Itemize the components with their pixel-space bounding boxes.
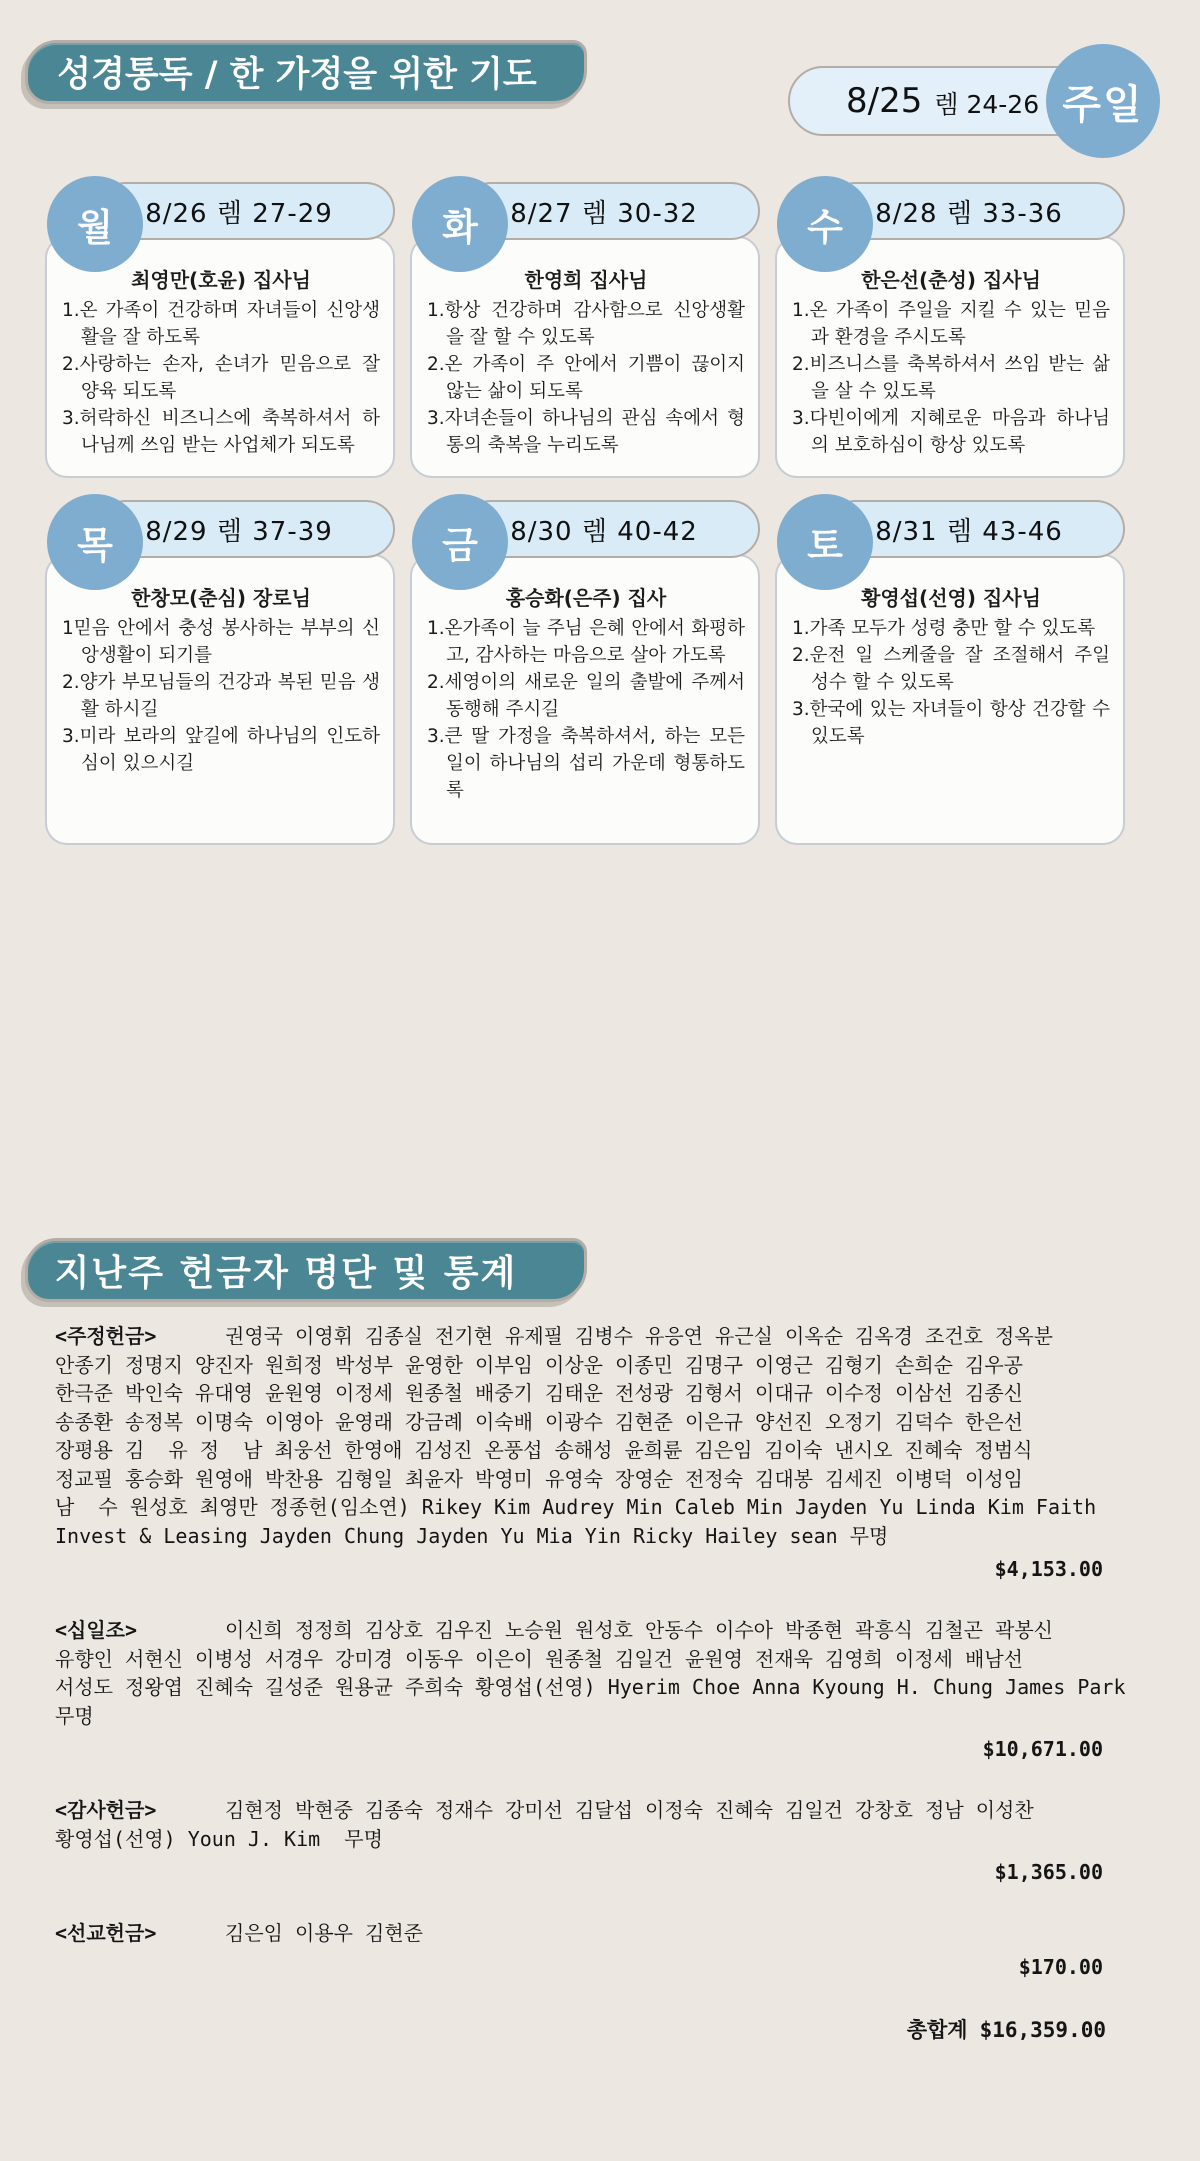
prayer-item: 1.가족 모두가 성령 충만 할 수 있도록 bbox=[792, 618, 1096, 639]
offering-list bbox=[55, 1322, 1150, 2044]
day-card-body bbox=[410, 554, 760, 845]
prayer-item-list bbox=[427, 297, 745, 459]
offering-total-label: 총합계 bbox=[906, 2017, 968, 2042]
day-circle: 월 bbox=[47, 176, 143, 272]
sunday-scripture: 렘 24-26 bbox=[934, 90, 1040, 119]
offering-names-line: 서성도 정왕엽 진혜숙 길성준 원용균 주희숙 황영섭(선영) Hyerim Choe Anna Kyoung H. Chung James Park bbox=[55, 1675, 1126, 1699]
prayer-item: 3.큰 딸 가정을 축복하셔서, 하는 모든 일이 하나님의 섭리 가운데 형통하도록 bbox=[427, 726, 745, 801]
prayer-item: 1.온가족이 늘 주님 은혜 안에서 화평하고, 감사하는 마음으로 살아 가도록 bbox=[427, 618, 745, 666]
offering-names: 권영국 이영휘 김종실 전기현 유제필 김병수 유응연 유근실 이옥순 김옥경 조건호 정옥분 bbox=[225, 1324, 1053, 1348]
prayer-item: 1믿음 안에서 충성 봉사하는 부부의 신앙생활이 되기를 bbox=[62, 618, 380, 666]
day-card-date: 8/31 렘 43-46 bbox=[875, 516, 1063, 547]
day-circle: 화 bbox=[412, 176, 508, 272]
day-card-title: 황영섭(선영) 집사님 bbox=[861, 586, 1041, 610]
day-circle: 수 bbox=[777, 176, 873, 272]
day-card-saturday bbox=[775, 494, 1125, 845]
day-card-thursday bbox=[45, 494, 395, 845]
offering-amount: $1,365.00 bbox=[994, 1860, 1103, 1884]
prayer-item: 2.양가 부모님들의 건강과 복된 믿음 생활 하시길 bbox=[62, 672, 380, 720]
offering-section bbox=[55, 1796, 1150, 1887]
day-card-title: 한영희 집사님 bbox=[524, 268, 648, 292]
offering-names-line: 안종기 정명지 양진자 원희정 박성부 윤영한 이부임 이상운 이종민 김명구 이영근 김형기 손희순 김우공 bbox=[55, 1352, 1023, 1377]
day-card-body bbox=[775, 236, 1125, 478]
sunday-date: 8/25 bbox=[846, 81, 923, 121]
offering-amount: $10,671.00 bbox=[982, 1737, 1103, 1761]
offering-names-line: 한극준 박인숙 유대영 윤원영 이정세 원종철 배중기 김태운 전성광 김형서 이대규 이수정 이삼선 김종신 bbox=[55, 1381, 1023, 1405]
prayer-item: 1.항상 건강하며 감사함으로 신앙생활을 잘 할 수 있도록 bbox=[427, 300, 745, 348]
day-card-wednesday bbox=[775, 176, 1125, 478]
offering-banner bbox=[25, 1238, 587, 1302]
bible-reading-banner-title: 성경통독 / 한 가정을 위한 기도 bbox=[57, 55, 537, 95]
day-card-friday bbox=[410, 494, 760, 845]
prayer-item: 1.온 가족이 건강하며 자녀들이 신앙생활을 잘 하도록 bbox=[62, 300, 380, 348]
offering-names-line: 남 수 원성호 최영만 정종헌(임소연) Rikey Kim Audrey Min Caleb Min Jayden Yu Linda Kim Faith bbox=[55, 1495, 1097, 1519]
prayer-item: 1.온 가족이 주일을 지킬 수 있는 믿음과 환경을 주시도록 bbox=[792, 300, 1110, 348]
day-circle: 토 bbox=[777, 494, 873, 590]
prayer-item-list bbox=[792, 297, 1110, 459]
offering-section bbox=[55, 1322, 1150, 1584]
offering-names: 김현정 박현중 김종숙 정재수 강미선 김달섭 이정숙 진혜숙 김일건 강창호 정남 이성찬 bbox=[225, 1798, 1034, 1822]
prayer-item-list bbox=[792, 615, 1110, 750]
prayer-item: 3.자녀손들이 하나님의 관심 속에서 형통의 축복을 누리도록 bbox=[427, 408, 745, 456]
day-card-tuesday bbox=[410, 176, 760, 478]
offering-amount: $170.00 bbox=[1018, 1954, 1103, 1979]
bible-reading-banner bbox=[25, 40, 587, 104]
day-card-title: 한창모(춘심) 장로님 bbox=[131, 586, 311, 610]
prayer-item: 3.미라 보라의 앞길에 하나님의 인도하심이 있으시길 bbox=[62, 726, 380, 774]
prayer-item: 3.허락하신 비즈니스에 축복하셔서 하나님께 쓰임 받는 사업체가 되도록 bbox=[62, 408, 380, 456]
offering-names-line: 장평용 김 유 정 남 최웅선 한영애 김성진 온풍섭 송해성 윤희륜 김은임 김이숙 낸시오 진혜숙 정범식 bbox=[55, 1438, 1033, 1462]
offering-names: 김은임 이용우 김현준 bbox=[225, 1921, 423, 1945]
offering-section-label: <선교헌금> bbox=[55, 1921, 157, 1945]
day-card-body bbox=[45, 554, 395, 845]
offering-total bbox=[55, 2014, 1150, 2044]
day-card-date: 8/27 렘 30-32 bbox=[510, 198, 698, 229]
prayer-item-list bbox=[427, 615, 745, 804]
prayer-item-list bbox=[62, 297, 380, 459]
day-card-monday bbox=[45, 176, 395, 478]
prayer-item: 2.비즈니스를 축복하셔서 쓰임 받는 삶을 살 수 있도록 bbox=[792, 354, 1110, 402]
offering-names-line: 송종환 송정복 이명숙 이영아 윤영래 강금례 이숙배 이광수 김현준 이은규 양선진 오정기 김덕수 한은선 bbox=[55, 1409, 1023, 1434]
offering-names-line: 유향인 서현신 이병성 서경우 강미경 이동우 이은이 원종철 김일건 윤원영 전재욱 김영희 이정세 배남선 bbox=[55, 1646, 1023, 1671]
prayer-item: 3.다빈이에게 지혜로운 마음과 하나님의 보호하심이 항상 있도록 bbox=[792, 408, 1110, 456]
offering-section bbox=[55, 1919, 1150, 1982]
offering-names-line bbox=[55, 1616, 1150, 1645]
offering-names-line bbox=[55, 1796, 1150, 1825]
day-card-date: 8/28 렘 33-36 bbox=[875, 198, 1063, 229]
prayer-item: 2.온 가족이 주 안에서 기쁨이 끊이지 않는 삶이 되도록 bbox=[427, 354, 745, 402]
prayer-item: 2.세영이의 새로운 일의 출발에 주께서 동행해 주시길 bbox=[427, 672, 745, 720]
prayer-item: 2.사랑하는 손자, 손녀가 믿음으로 잘 양육 되도록 bbox=[62, 354, 380, 402]
day-card-title: 최영만(호윤) 집사님 bbox=[131, 268, 311, 292]
prayer-item: 3.한국에 있는 자녀들이 항상 건강할 수 있도록 bbox=[792, 699, 1110, 747]
day-card-date: 8/30 렘 40-42 bbox=[510, 516, 698, 547]
offering-total-amount: $16,359.00 bbox=[979, 2017, 1106, 2042]
offering-banner-title: 지난주 헌금자 명단 및 통계 bbox=[54, 1251, 518, 1294]
day-circle: 금 bbox=[412, 494, 508, 590]
prayer-item: 2.운전 일 스케줄을 잘 조절해서 주일 성수 할 수 있도록 bbox=[792, 645, 1110, 693]
day-card-body bbox=[410, 236, 760, 478]
offering-names-line: 무명 bbox=[55, 1703, 94, 1728]
day-card-body bbox=[775, 554, 1125, 845]
offering-names-line: Invest & Leasing Jayden Chung Jayden Yu Mia Yin Ricky Hailey sean 무명 bbox=[55, 1523, 889, 1548]
day-card-date: 8/26 렘 27-29 bbox=[145, 198, 333, 229]
offering-section-label: <십일조> bbox=[55, 1618, 138, 1642]
day-circle: 목 bbox=[47, 494, 143, 590]
sunday-badge: 주일 bbox=[1046, 44, 1160, 158]
offering-names-line: 정교필 홍승화 원영애 박찬용 김형일 최윤자 박영미 유영숙 장영순 전정숙 김대봉 김세진 이병덕 이성임 bbox=[55, 1466, 1023, 1491]
offering-sections bbox=[55, 1322, 1150, 1982]
offering-names-line bbox=[55, 1919, 1150, 1948]
offering-names-line bbox=[55, 1322, 1150, 1351]
day-card-title: 한은선(춘성) 집사님 bbox=[861, 268, 1041, 292]
offering-names-line: 황영섭(선영) Youn J. Kim 무명 bbox=[55, 1826, 383, 1851]
offering-section-label: <주정헌금> bbox=[55, 1324, 157, 1348]
prayer-item-list bbox=[62, 615, 380, 777]
offering-amount: $4,153.00 bbox=[994, 1557, 1103, 1581]
day-card-body bbox=[45, 236, 395, 478]
offering-names: 이신희 정정희 김상호 김우진 노승원 원성호 안동수 이수아 박종현 곽흥식 김철곤 곽봉신 bbox=[225, 1618, 1053, 1642]
offering-section-label: <감사헌금> bbox=[55, 1798, 157, 1822]
offering-section bbox=[55, 1616, 1150, 1764]
day-card-date: 8/29 렘 37-39 bbox=[145, 516, 333, 547]
day-card-title: 홍승화(은주) 집사 bbox=[505, 586, 667, 610]
